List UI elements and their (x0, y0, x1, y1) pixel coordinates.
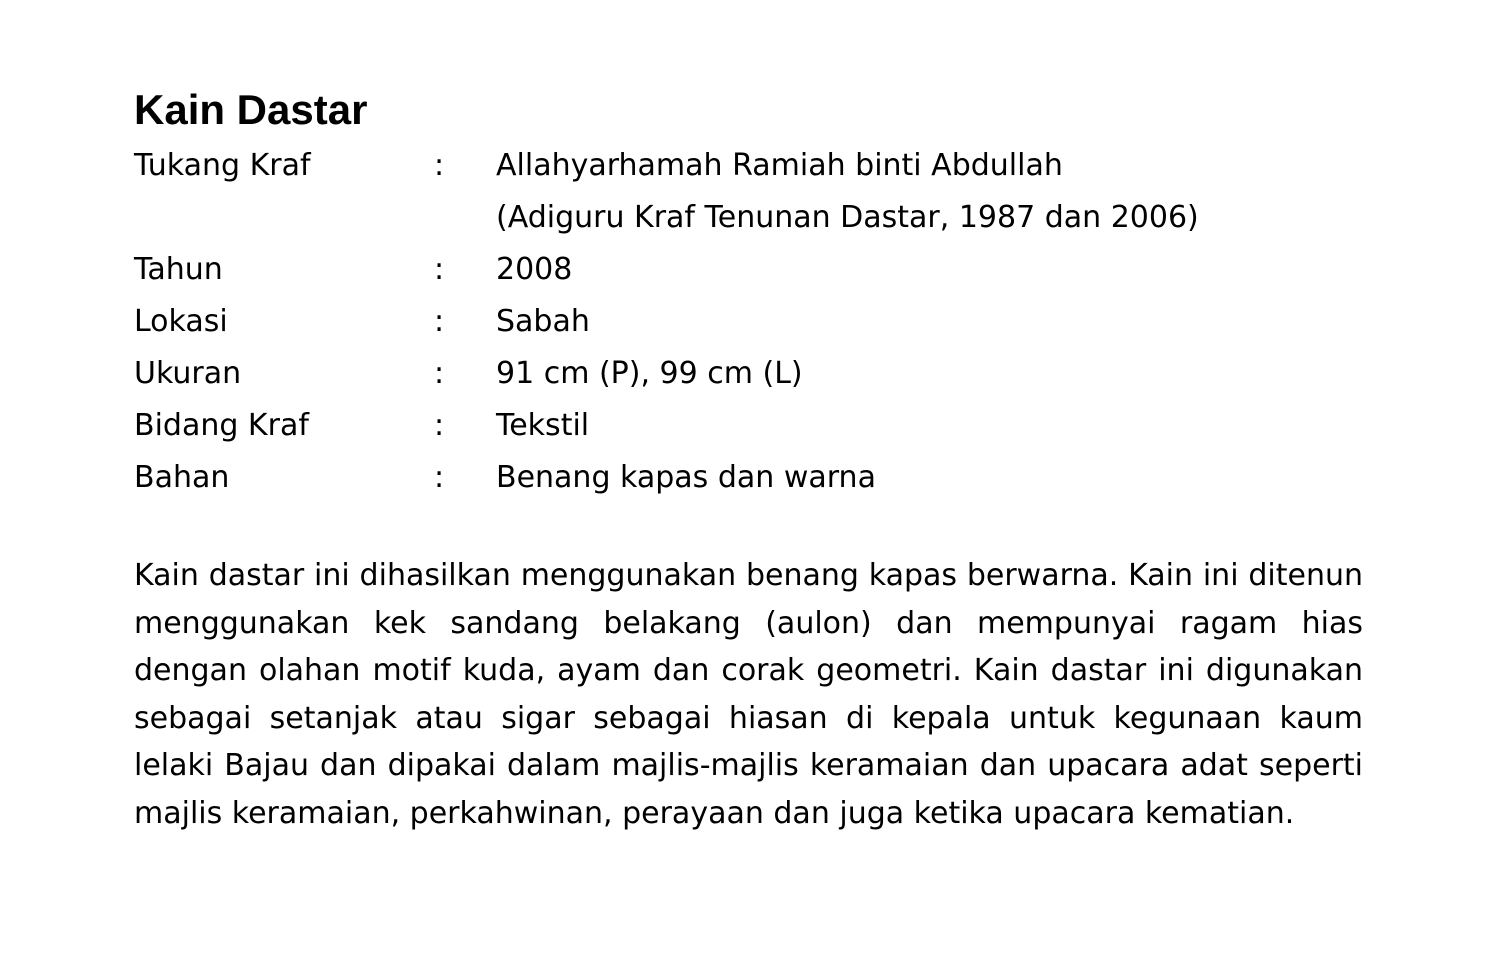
detail-value: 2008 (496, 252, 573, 287)
detail-value: (Adiguru Kraf Tenunan Dastar, 1987 dan 2006) (496, 200, 1199, 235)
detail-label (134, 192, 434, 244)
detail-row-bahan (134, 452, 1363, 504)
detail-value: 91 cm (P), 99 cm (L) (496, 356, 803, 391)
detail-row-tukang-kraf-note (134, 192, 1363, 244)
detail-value: Benang kapas dan warna (496, 460, 876, 495)
detail-label: Tahun (134, 252, 223, 287)
detail-colon (434, 192, 496, 244)
document-page (134, 84, 1363, 837)
detail-row-tukang-kraf (134, 140, 1363, 192)
detail-row-lokasi (134, 296, 1363, 348)
detail-value: Sabah (496, 304, 590, 339)
detail-label: Tukang Kraf (134, 148, 311, 183)
detail-colon: : (434, 408, 445, 443)
detail-label: Bahan (134, 460, 230, 495)
detail-value: Tekstil (496, 408, 590, 443)
detail-value: Allahyarhamah Ramiah binti Abdullah (496, 148, 1063, 183)
detail-row-bidang-kraf (134, 400, 1363, 452)
detail-colon: : (434, 460, 445, 495)
detail-label: Bidang Kraf (134, 408, 309, 443)
detail-colon: : (434, 252, 445, 287)
detail-colon: : (434, 356, 445, 391)
detail-label: Lokasi (134, 304, 228, 339)
page-title: Kain Dastar (134, 86, 368, 133)
detail-label: Ukuran (134, 356, 242, 391)
details-list (134, 140, 1363, 504)
description-paragraph: Kain dastar ini dihasilkan menggunakan benang kapas berwarna. Kain ini ditenun menggunakan kek sandang belakang (aulon) dan mempunyai ragam hias dengan olahan motif kuda, ayam dan corak geometri. Kain dastar ini digunakan sebagai setanjak atau sigar sebagai hiasan di kepala untuk kegunaan kaum lelaki Bajau dan dipakai dalam majlis-majlis keramaian dan upacara adat seperti majlis keramaian, perkahwinan, perayaan dan juga ketika upacara kematian. (134, 558, 1363, 831)
detail-row-ukuran (134, 348, 1363, 400)
detail-colon: : (434, 304, 445, 339)
detail-colon: : (434, 148, 445, 183)
detail-row-tahun (134, 244, 1363, 296)
